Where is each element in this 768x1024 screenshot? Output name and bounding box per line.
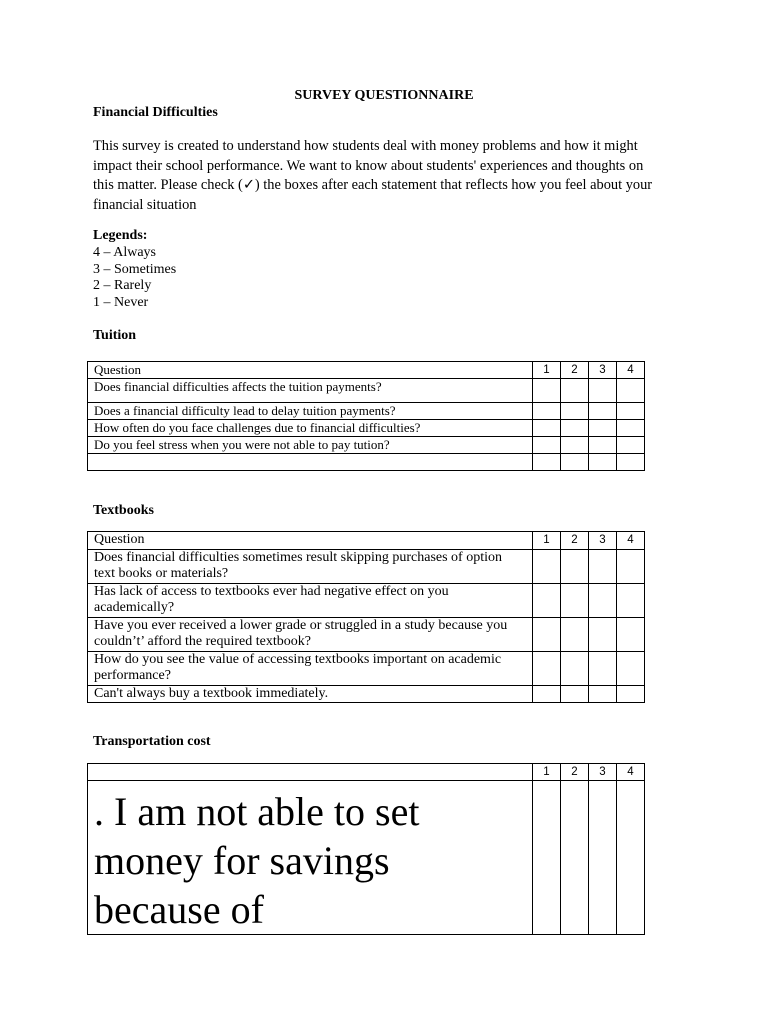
question-text: . I am not able to set money for savings because of xyxy=(88,781,533,935)
answer-checkbox[interactable] xyxy=(533,379,561,403)
question-header: Question xyxy=(88,362,533,379)
answer-checkbox[interactable] xyxy=(533,420,561,437)
scale-header: 2 xyxy=(561,764,589,781)
scale-header: 2 xyxy=(561,532,589,550)
page-title: SURVEY QUESTIONNAIRE xyxy=(294,88,474,103)
answer-checkbox[interactable] xyxy=(589,583,617,617)
question-text: How do you see the value of accessing textbooks important on academic performance? xyxy=(88,651,533,685)
answer-checkbox[interactable] xyxy=(589,403,617,420)
table-header-row xyxy=(88,532,645,550)
transport-heading: Transportation cost xyxy=(93,734,211,749)
answer-checkbox[interactable] xyxy=(533,583,561,617)
question-text: How often do you face challenges due to financial difficulties? xyxy=(88,420,533,437)
tuition-table xyxy=(87,361,645,471)
answer-checkbox[interactable] xyxy=(533,617,561,651)
legend-item: 1 – Never xyxy=(93,295,149,310)
answer-checkbox[interactable] xyxy=(589,651,617,685)
legend-item: 4 – Always xyxy=(93,245,156,260)
legends-heading: Legends: xyxy=(93,228,148,243)
scale-header: 1 xyxy=(533,764,561,781)
table-row xyxy=(88,617,645,651)
answer-checkbox[interactable] xyxy=(561,420,589,437)
scale-header: 4 xyxy=(617,764,645,781)
answer-checkbox[interactable] xyxy=(617,685,645,703)
answer-checkbox[interactable] xyxy=(533,781,561,935)
answer-checkbox[interactable] xyxy=(561,437,589,454)
scale-header: 4 xyxy=(617,532,645,550)
answer-checkbox[interactable] xyxy=(561,549,589,583)
answer-checkbox[interactable] xyxy=(589,379,617,403)
table-row xyxy=(88,437,645,454)
textbooks-heading: Textbooks xyxy=(93,503,154,518)
table-header-row xyxy=(88,362,645,379)
scale-header: 1 xyxy=(533,532,561,550)
answer-checkbox[interactable] xyxy=(617,420,645,437)
answer-checkbox[interactable] xyxy=(561,651,589,685)
answer-checkbox[interactable] xyxy=(589,617,617,651)
scale-header: 3 xyxy=(589,362,617,379)
table-row xyxy=(88,685,645,703)
tuition-heading: Tuition xyxy=(93,328,137,343)
table-row xyxy=(88,549,645,583)
intro-paragraph: This survey is created to understand how students deal with money problems and how it might impact their school performance. We want to know about students' experiences and thoughts on this matter. Please check (✓) the boxes after each statement that reflects how you feel about your financial situation xyxy=(93,138,653,213)
answer-checkbox[interactable] xyxy=(561,617,589,651)
question-text: Does financial difficulties sometimes result skipping purchases of option text books or materials? xyxy=(88,549,533,583)
textbooks-table xyxy=(87,531,645,703)
answer-checkbox[interactable] xyxy=(617,403,645,420)
scale-header: 3 xyxy=(589,764,617,781)
question-text: Do you feel stress when you were not able to pay tution? xyxy=(88,437,533,454)
question-header: Question xyxy=(88,532,533,550)
answer-checkbox[interactable] xyxy=(589,685,617,703)
legend-item: 2 – Rarely xyxy=(93,278,152,293)
table-row xyxy=(88,651,645,685)
table-row xyxy=(88,420,645,437)
answer-checkbox[interactable] xyxy=(617,549,645,583)
answer-checkbox[interactable] xyxy=(561,583,589,617)
question-text: Have you ever received a lower grade or struggled in a study because you couldn’t’ afford the required textbook? xyxy=(88,617,533,651)
answer-checkbox[interactable] xyxy=(617,583,645,617)
legend-item: 3 – Sometimes xyxy=(93,262,177,277)
answer-checkbox[interactable] xyxy=(533,454,561,471)
answer-checkbox[interactable] xyxy=(589,454,617,471)
answer-checkbox[interactable] xyxy=(589,781,617,935)
answer-checkbox[interactable] xyxy=(589,420,617,437)
answer-checkbox[interactable] xyxy=(589,549,617,583)
scale-header: 1 xyxy=(533,362,561,379)
answer-checkbox[interactable] xyxy=(533,437,561,454)
table-row xyxy=(88,403,645,420)
answer-checkbox[interactable] xyxy=(533,685,561,703)
question-text: Has lack of access to textbooks ever had negative effect on you academically? xyxy=(88,583,533,617)
transport-table xyxy=(87,763,645,935)
answer-checkbox[interactable] xyxy=(561,403,589,420)
question-header xyxy=(88,764,533,781)
question-text xyxy=(88,454,533,471)
table-row xyxy=(88,781,645,935)
table-row xyxy=(88,454,645,471)
table-row xyxy=(88,583,645,617)
answer-checkbox[interactable] xyxy=(589,437,617,454)
answer-checkbox[interactable] xyxy=(561,781,589,935)
answer-checkbox[interactable] xyxy=(533,403,561,420)
scale-header: 2 xyxy=(561,362,589,379)
answer-checkbox[interactable] xyxy=(617,651,645,685)
answer-checkbox[interactable] xyxy=(561,685,589,703)
answer-checkbox[interactable] xyxy=(561,454,589,471)
answer-checkbox[interactable] xyxy=(561,379,589,403)
scale-header: 3 xyxy=(589,532,617,550)
answer-checkbox[interactable] xyxy=(617,379,645,403)
question-text: Does a financial difficulty lead to delay tuition payments? xyxy=(88,403,533,420)
question-text: Can't always buy a textbook immediately. xyxy=(88,685,533,703)
table-header-row xyxy=(88,764,645,781)
answer-checkbox[interactable] xyxy=(617,781,645,935)
section-subtitle: Financial Difficulties xyxy=(93,105,218,120)
answer-checkbox[interactable] xyxy=(617,437,645,454)
table-row xyxy=(88,379,645,403)
answer-checkbox[interactable] xyxy=(533,549,561,583)
answer-checkbox[interactable] xyxy=(617,454,645,471)
question-text: Does financial difficulties affects the tuition payments? xyxy=(88,379,533,403)
answer-checkbox[interactable] xyxy=(533,651,561,685)
answer-checkbox[interactable] xyxy=(617,617,645,651)
scale-header: 4 xyxy=(617,362,645,379)
